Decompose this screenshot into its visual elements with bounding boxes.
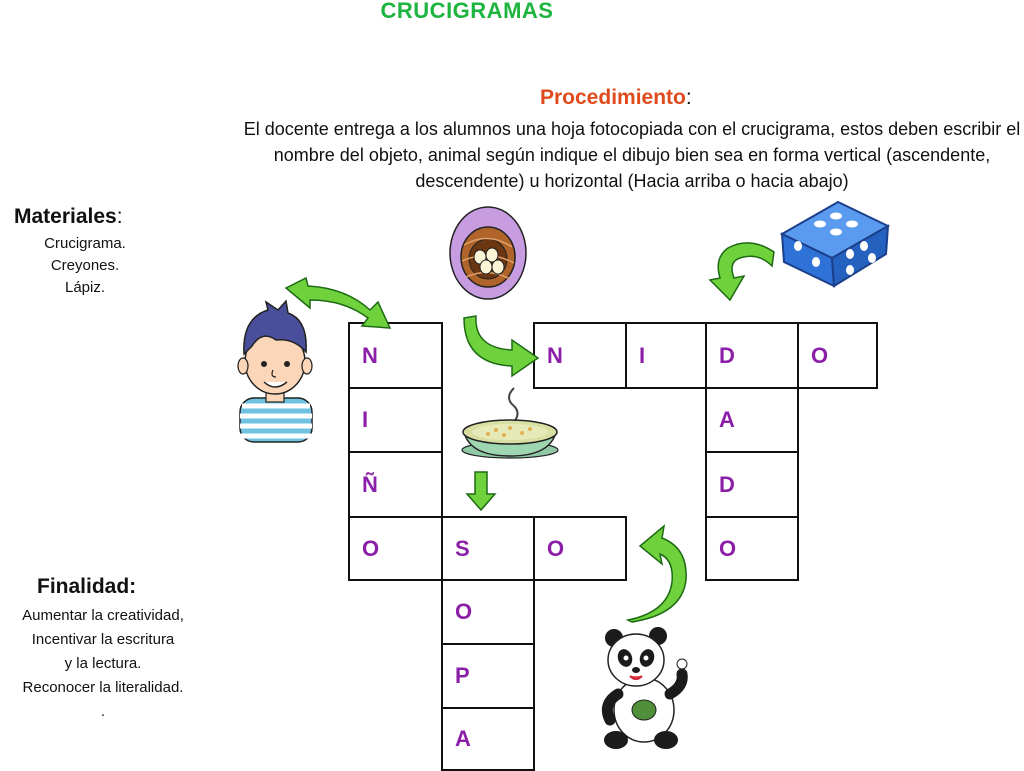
crossword-letter: O <box>547 535 565 561</box>
finalidad-item: Reconocer la literalidad. <box>22 679 184 696</box>
finalidad-item: y la lectura. <box>64 655 142 672</box>
crossword-letter: I <box>362 407 369 432</box>
crossword-cell[interactable] <box>348 387 443 453</box>
crossword-cell[interactable] <box>348 516 443 581</box>
procedimiento-text: El docente entrega a los alumnos una hoja fotocopiada con el crucigrama, estos deben escribir el nombre del objeto, animal según indique el dibujo bien sea en forma vertical (ascendente, descendente) u horizontal (Hacia arriba o hacia abajo) <box>243 119 1021 191</box>
crossword-cell[interactable] <box>441 643 535 709</box>
crossword-letter: N <box>362 342 378 368</box>
crossword-letter: I <box>639 342 646 368</box>
crossword-letter: A <box>719 407 735 432</box>
materiales-item: Lápiz. <box>64 279 106 296</box>
arrow-icon <box>624 524 688 622</box>
arrow-icon <box>466 472 496 512</box>
crossword-cell[interactable] <box>625 322 707 389</box>
finalidad-item: . <box>100 703 106 720</box>
materiales-list <box>10 233 160 299</box>
crossword-cell[interactable] <box>441 579 535 645</box>
crossword-letter: N <box>547 342 563 368</box>
finalidad-item: Incentivar la escritura <box>31 631 175 648</box>
materiales-item: Crucigrama. <box>44 235 126 252</box>
crossword-letter: Ñ <box>362 471 378 497</box>
nest-icon <box>448 205 528 301</box>
arrow-icon <box>710 236 780 302</box>
crossword-cell[interactable] <box>441 516 535 581</box>
materiales-colon: : <box>116 205 123 228</box>
materiales-heading <box>14 205 123 229</box>
crossword-cell[interactable] <box>705 516 799 581</box>
page-title: CRUCIGRAMAS <box>380 0 554 23</box>
arrow-icon <box>458 316 540 378</box>
crossword-letter: O <box>455 599 473 624</box>
procedimiento-heading <box>540 86 692 110</box>
crossword-cell[interactable] <box>705 322 799 389</box>
crossword-letter: O <box>362 535 380 561</box>
dice-icon <box>776 196 892 288</box>
crossword-cell[interactable] <box>533 516 627 581</box>
crossword-cell[interactable] <box>705 451 799 518</box>
soup-bowl-icon <box>458 386 562 462</box>
materiales-heading-text: Materiales <box>14 205 117 228</box>
arrow-icon <box>282 278 402 332</box>
crossword-cell[interactable] <box>797 322 878 389</box>
procedimiento-colon: : <box>685 86 692 109</box>
crossword-letter: O <box>811 342 829 368</box>
crossword-letter: D <box>719 471 735 497</box>
procedimiento-heading-text: Procedimiento <box>540 86 686 109</box>
crossword-letter: P <box>455 663 470 688</box>
crossword-cell[interactable] <box>705 387 799 453</box>
panda-icon <box>600 628 694 750</box>
crossword-cell[interactable] <box>533 322 627 389</box>
crossword-letter: S <box>455 535 470 561</box>
crossword-letter: D <box>719 342 735 368</box>
materiales-item: Creyones. <box>50 257 120 274</box>
finalidad-heading: Finalidad: <box>37 575 137 598</box>
crossword-cell[interactable] <box>348 451 443 518</box>
crossword-cell[interactable] <box>348 322 443 389</box>
crossword-letter: O <box>719 535 737 561</box>
finalidad-list <box>0 604 206 724</box>
crossword-letter: A <box>455 726 471 751</box>
finalidad-item: Aumentar la creatividad, <box>22 607 184 624</box>
crossword-cell[interactable] <box>441 707 535 771</box>
